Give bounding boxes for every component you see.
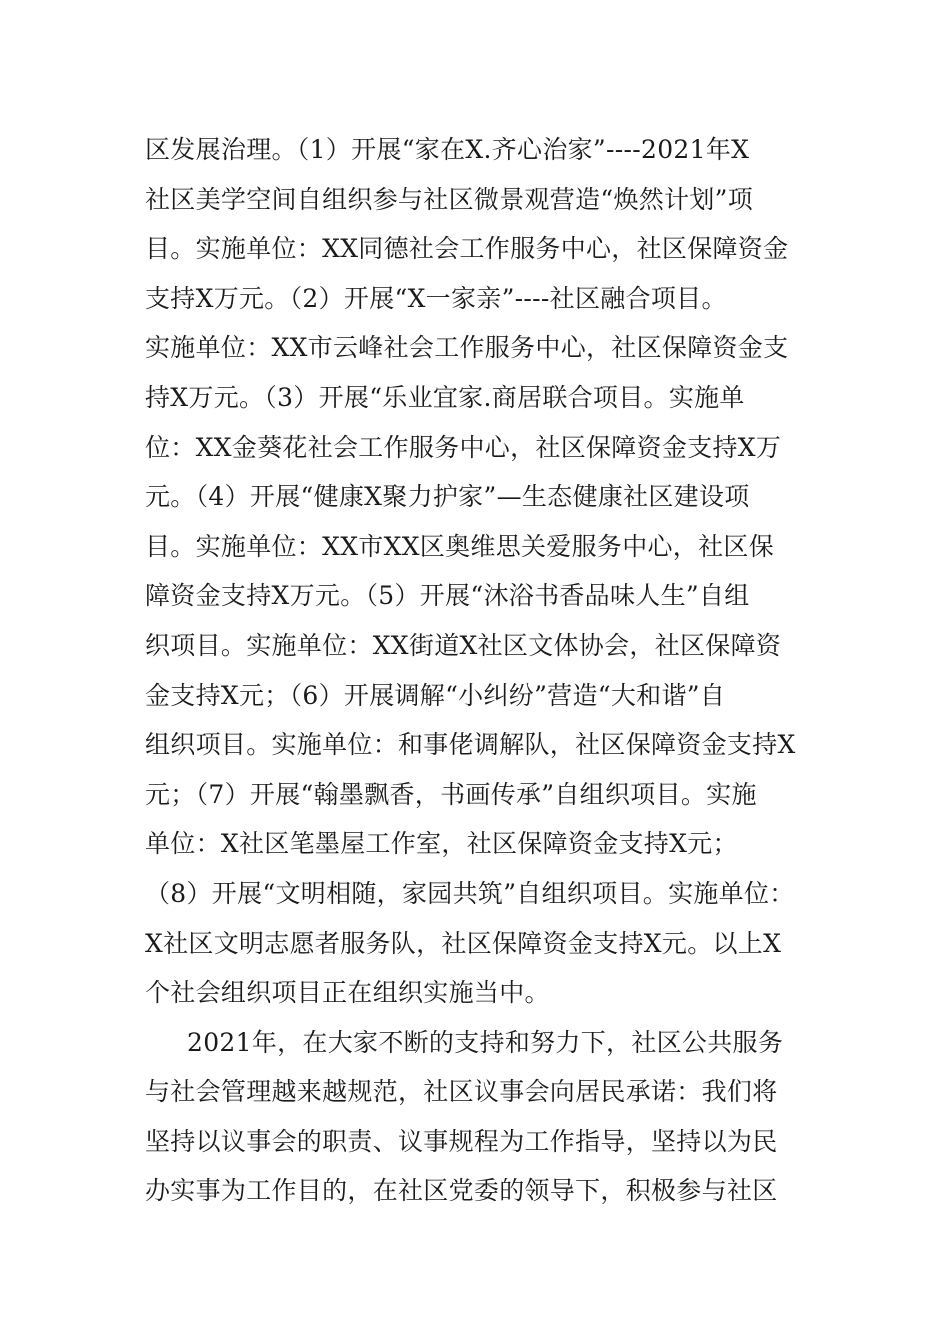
text-line: 持X万元。（3）开展“乐业宜家.商居联合项目。实施单 (145, 382, 745, 412)
text-line: 实施单位：XX市云峰社会工作服务中心，社区保障资金支 (145, 333, 789, 363)
document-body (145, 125, 825, 1216)
text-line: 坚持以议事会的职责、议事规程为工作指导，坚持以为民 (145, 1126, 778, 1156)
text-line: 个社会组织项目正在组织实施当中。 (145, 978, 550, 1008)
text-line: 目。实施单位：XX同德社会工作服务中心，社区保障资金 (145, 234, 789, 264)
text-line: 组织项目。实施单位：和事佬调解队，社区保障资金支持X (145, 730, 796, 760)
text-line: 位：XX金葵花社会工作服务中心，社区保障资金支持X万 (145, 432, 782, 462)
paragraph-projects (145, 125, 825, 1018)
text-line: 支持X万元。（2）开展“X一家亲”----社区融合项目。 (145, 283, 727, 313)
text-line: 障资金支持X万元。（5）开展“沐浴书香品味人生”自组 (145, 581, 750, 611)
text-line: 区发展治理。（1）开展“家在X.齐心治家”----2021年X (145, 135, 750, 164)
text-line: 元；（7）开展“翰墨飘香，书画传承”自组织项目。实施 (145, 779, 757, 809)
text-line: 办实事为工作目的，在社区党委的领导下，积极参与社区 (145, 1176, 778, 1206)
text-line: 2021年，在大家不断的支持和努力下，社区公共服务 (187, 1027, 784, 1057)
text-line: 社区美学空间自组织参与社区微景观营造“焕然计划”项 (145, 184, 754, 214)
text-line: 织项目。实施单位：XX街道X社区文体协会，社区保障资 (145, 630, 782, 660)
text-line: （8）开展“文明相随，家园共筑”自组织项目。实施单位： (145, 878, 795, 908)
paragraph-2021-commitment (145, 1018, 825, 1216)
text-line: 与社会管理越来越规范，社区议事会向居民承诺：我们将 (145, 1077, 778, 1107)
text-line: 目。实施单位：XX市XX区奥维思关爱服务中心，社区保 (145, 531, 774, 561)
text-line: X社区文明志愿者服务队，社区保障资金支持X元。以上X (145, 928, 782, 958)
text-line: 单位：X社区笔墨屋工作室，社区保障资金支持X元； (145, 829, 738, 859)
text-line: 金支持X元；（6）开展调解“小纠纷”营造“大和谐”自 (145, 680, 726, 710)
text-line: 元。（4）开展“健康X聚力护家”—生态健康社区建设项 (145, 482, 750, 512)
